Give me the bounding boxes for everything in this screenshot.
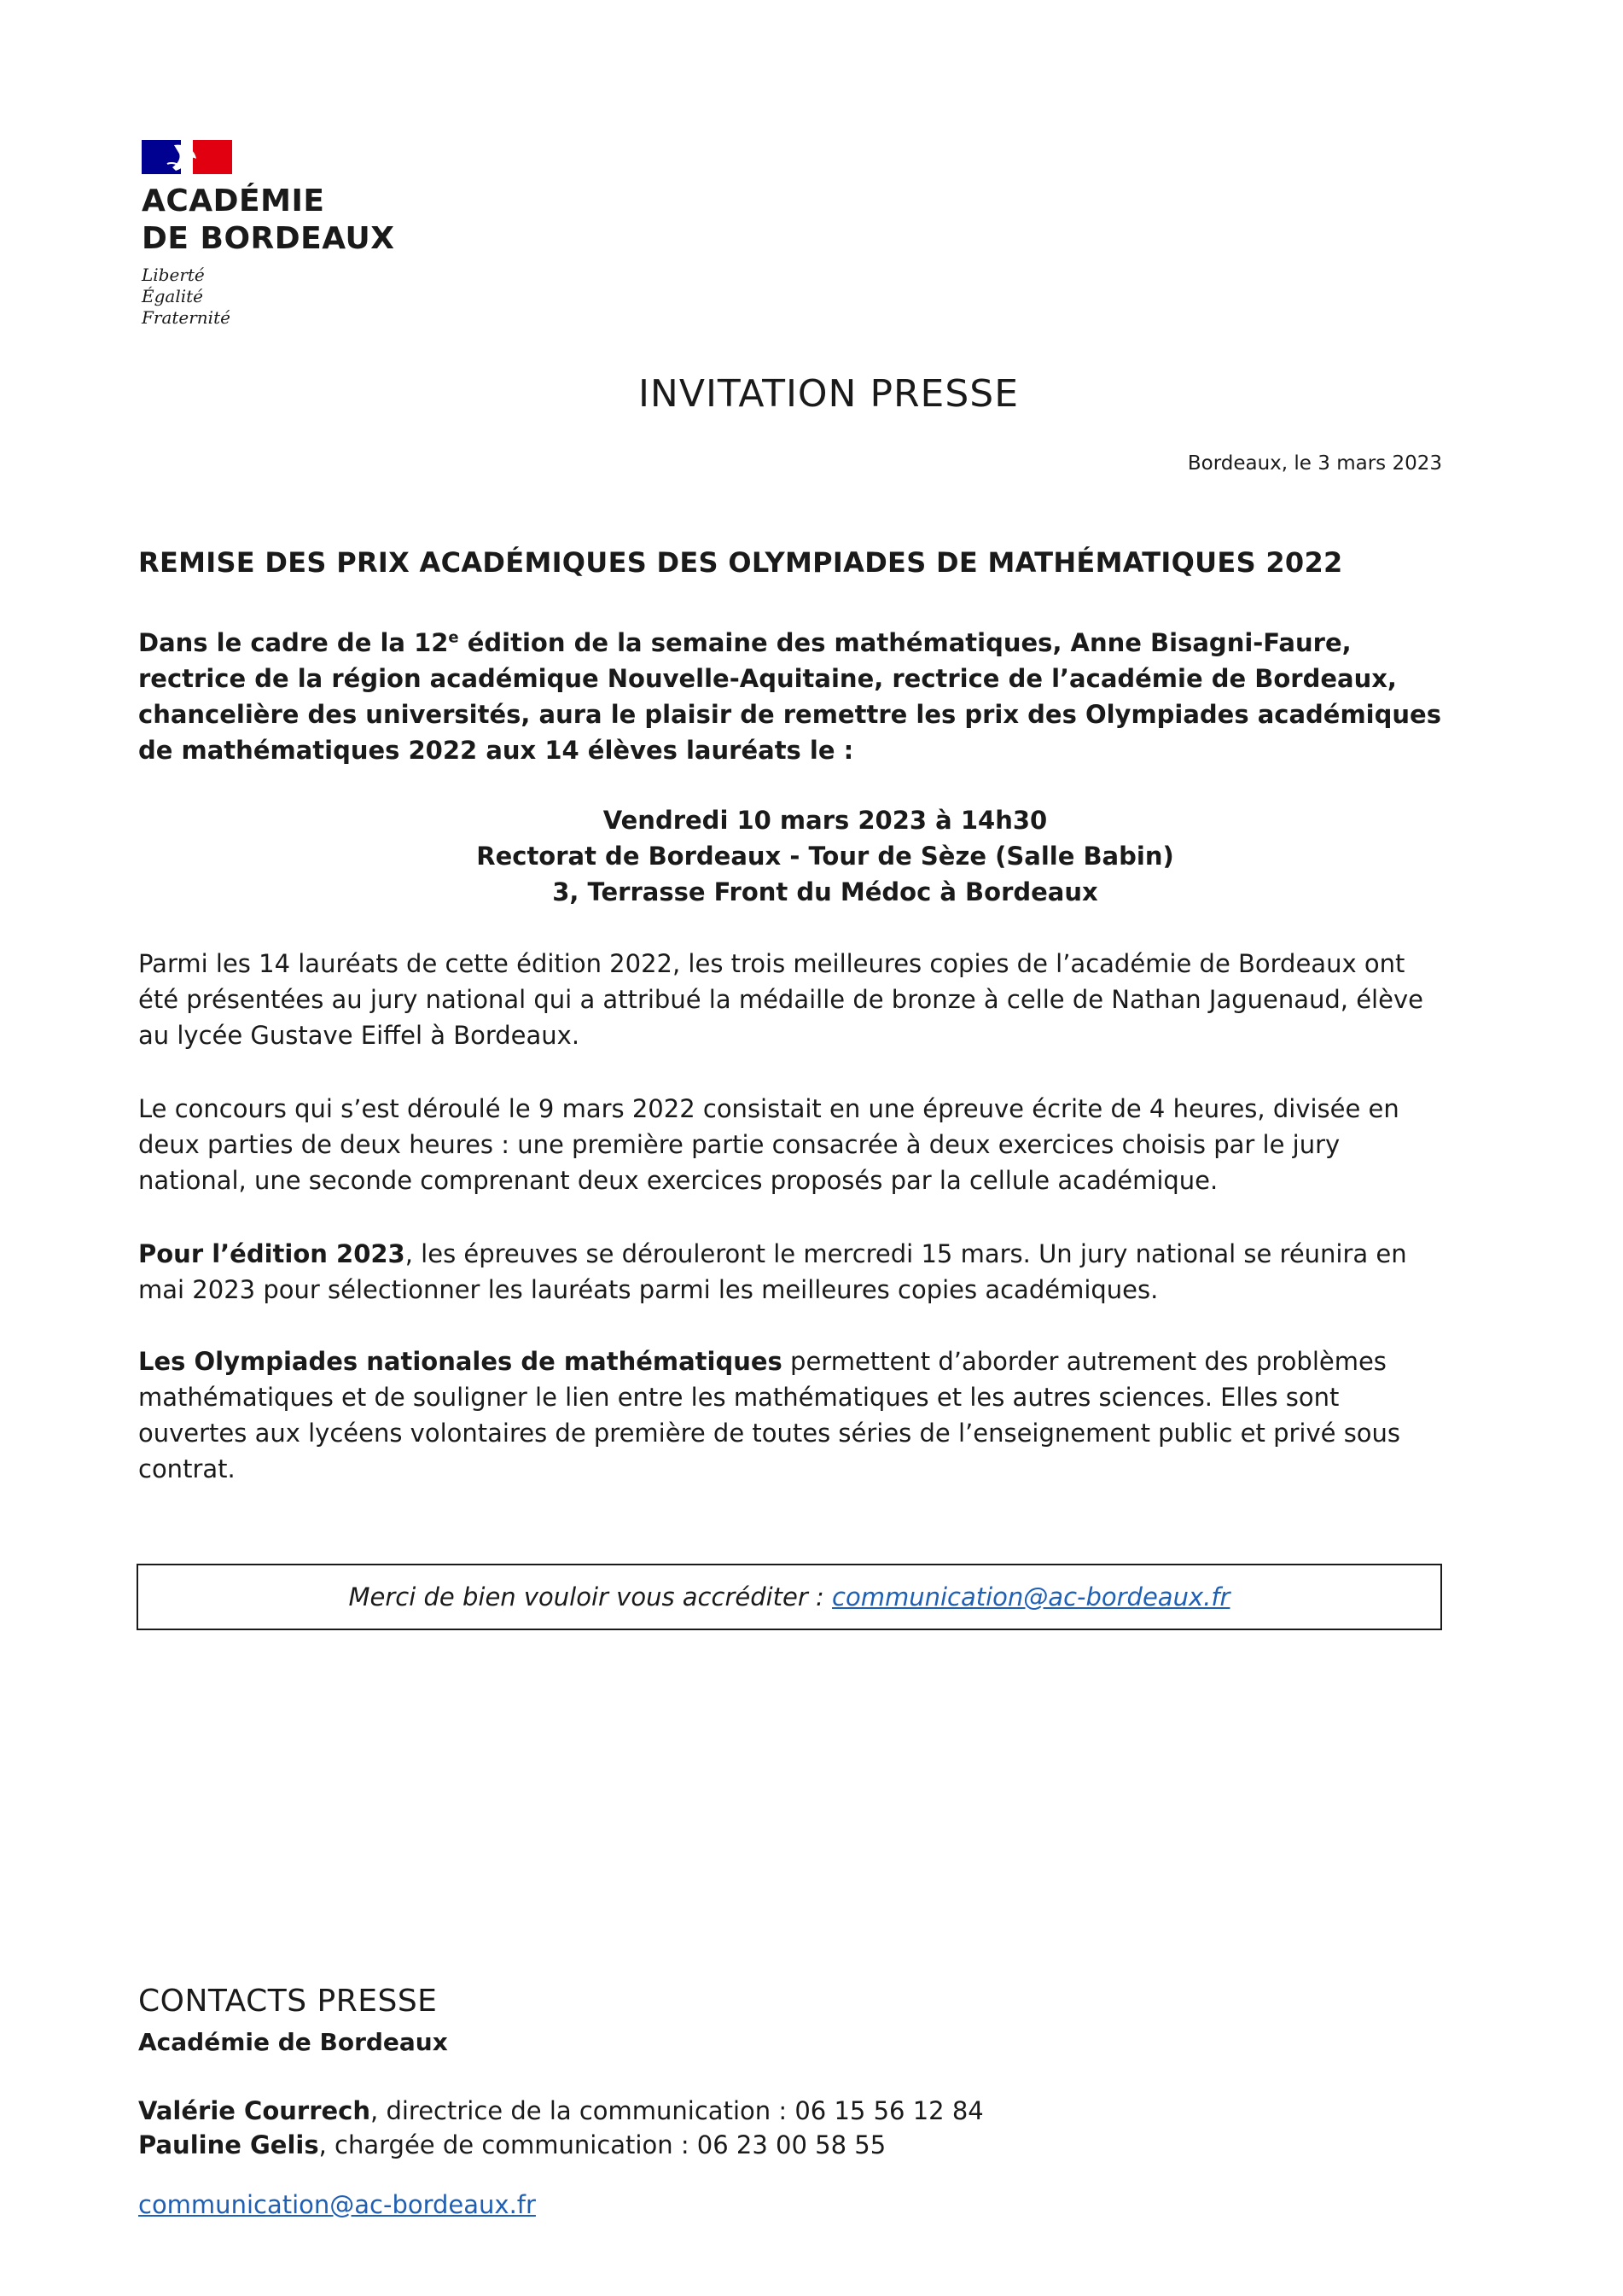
edition-2023-rest: , les épreuves se dérouleront le mercredi 15 mars. Un jury national se réunira en mai 2023 pour sélectionner les lauréats parmi les meilleures copies académiques.	[138, 1239, 1407, 1304]
contact-line	[138, 2130, 886, 2159]
event-date: Vendredi 10 mars 2023 à 14h30	[602, 806, 1048, 835]
lead-paragraph	[138, 625, 1449, 768]
contact-line	[138, 2096, 984, 2125]
document-type-title: INVITATION PRESSE	[637, 372, 1020, 416]
olympiades-bold: Les Olympiades nationales de mathématiques	[138, 1347, 782, 1376]
contacts-org: Académie de Bordeaux	[138, 2028, 448, 2056]
org-name-line-2: DE BORDEAUX	[142, 221, 395, 256]
paragraph-olympiades	[138, 1343, 1444, 1487]
accreditation-box	[137, 1564, 1442, 1630]
paragraph-laureates: Parmi les 14 lauréats de cette édition 2022, les trois meilleures copies de l’académie de Bordeaux ont été présentées au jury national qui a attribué la médaille de bronze à celle de Nathan Jaguenaud, élève au lycée Gustave Eiffel à Bordeaux.	[138, 949, 1423, 1050]
date-line: Bordeaux, le 3 mars 2023	[1187, 452, 1442, 475]
republic-motto	[142, 265, 500, 329]
footer-email	[138, 2190, 536, 2219]
edition-2023-bold: Pour l’édition 2023	[138, 1239, 405, 1268]
motto-liberte: Liberté	[142, 265, 205, 285]
accreditation-text: Merci de bien vouloir vous accréditer :	[348, 1582, 833, 1611]
headline: REMISE DES PRIX ACADÉMIQUES DES OLYMPIADES DE MATHÉMATIQUES 2022	[138, 546, 1343, 579]
paragraph-contest: Le concours qui s’est déroulé le 9 mars 2022 consistait en une épreuve écrite de 4 heures, divisée en deux parties de deux heures : une première partie consacrée à deux exercices choisis par le jury national, une seconde comprenant deux exercices proposés par la cellule académique.	[138, 1094, 1399, 1195]
contact-name: Pauline Gelis	[138, 2130, 319, 2159]
contact-name: Valérie Courrech	[138, 2096, 371, 2125]
academie-logo	[142, 140, 500, 329]
contact-role: , chargée de communication : 06 23 00 58 55	[318, 2130, 887, 2159]
olympiades-rest: permettent d’aborder autrement des problèmes mathématiques et de souligner le lien entre les mathématiques et les autres sciences. Elles sont ouvertes aux lycéens volontaires de première de toutes séries de l’enseignement public et privé sous contrat.	[138, 1347, 1401, 1483]
contacts-title: CONTACTS PRESSE	[138, 1984, 438, 2019]
lead-superscript: e	[448, 628, 459, 647]
lead-part-1: Dans le cadre de la 12	[138, 628, 449, 657]
footer-email-link[interactable]: communication@ac-bordeaux.fr	[138, 2190, 536, 2219]
accreditation-email-link[interactable]: communication@ac-bordeaux.fr	[832, 1582, 1230, 1611]
event-place: Rectorat de Bordeaux - Tour de Sèze (Salle Babin)	[476, 842, 1174, 871]
org-name-line-1: ACADÉMIE	[142, 184, 325, 219]
marianne-flag-icon	[142, 140, 232, 174]
event-address: 3, Terrasse Front du Médoc à Bordeaux	[552, 877, 1098, 906]
lead-part-2: édition de la semaine des mathématiques, Anne Bisagni-Faure, rectrice de la région académique Nouvelle-Aquitaine, rectrice de l’académie de Bordeaux, chancelière des universités, aura le plaisir de remettre les prix des Olympiades académiques de mathématiques 2022 aux 14 élèves lauréats le :	[138, 628, 1441, 765]
motto-fraternite: Fraternité	[142, 307, 230, 328]
paragraph-edition-2023	[138, 1236, 1444, 1308]
motto-egalite: Égalité	[142, 286, 203, 306]
contact-role: , directrice de la communication : 06 15 56 12 84	[370, 2096, 984, 2125]
org-name	[142, 183, 500, 258]
event-details	[0, 802, 1623, 910]
